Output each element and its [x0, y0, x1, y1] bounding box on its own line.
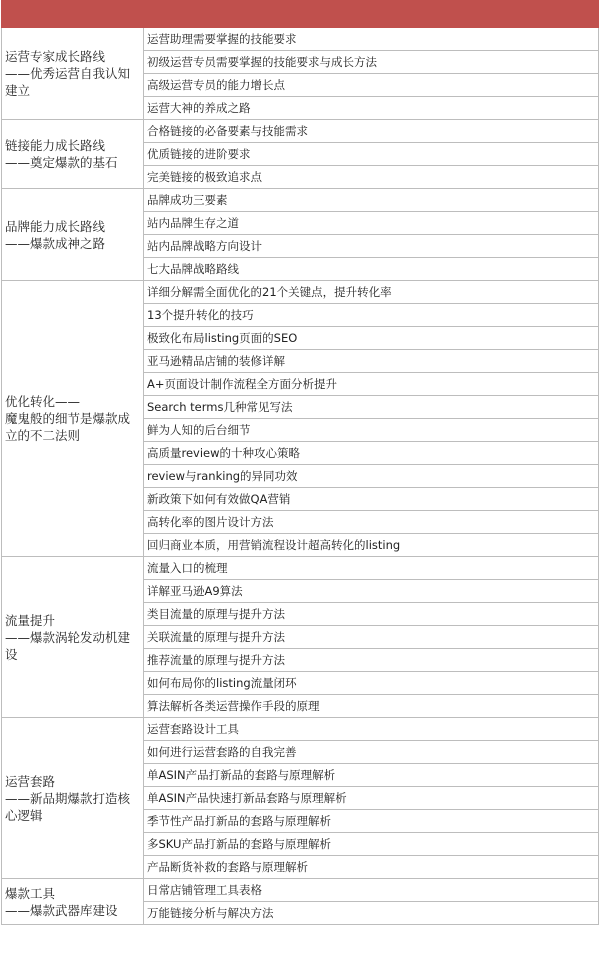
- topic-cell: 运营大神的养成之路: [144, 97, 599, 120]
- module-cell: [2, 281, 144, 557]
- module-subtitle: ——优秀运营自我认知建立: [5, 66, 131, 98]
- module-title: 品牌能力成长路线: [5, 218, 106, 234]
- topic-cell: 亚马逊精品店铺的装修详解: [144, 350, 599, 373]
- topic-cell: 季节性产品打新品的套路与原理解析: [144, 810, 599, 833]
- topic-cell: 单ASIN产品快速打新品套路与原理解析: [144, 787, 599, 810]
- module-title: 运营专家成长路线: [5, 49, 106, 64]
- module-subtitle: ——新品期爆款打造核心逻辑: [5, 790, 131, 823]
- table-row: [2, 281, 599, 304]
- table-row: [2, 557, 599, 580]
- module-title: 链接能力成长路线: [5, 138, 106, 153]
- topic-cell: 极致化布局listing页面的SEO: [144, 327, 599, 350]
- topic-cell: Search terms几种常见写法: [144, 396, 599, 419]
- table-row: [2, 189, 599, 212]
- topic-cell: 高转化率的图片设计方法: [144, 511, 599, 534]
- topic-cell: 高质量review的十种攻心策略: [144, 442, 599, 465]
- module-subtitle: ——爆款涡轮发动机建设: [5, 629, 131, 662]
- module-cell: [2, 557, 144, 718]
- topic-cell: 完美链接的极致追求点: [144, 166, 599, 189]
- curriculum-body: [2, 1, 599, 925]
- module-subtitle: ——奠定爆款的基石: [5, 155, 118, 170]
- topic-cell: 万能链接分析与解决方法: [144, 902, 599, 925]
- module-cell: [2, 189, 144, 281]
- topic-cell: 七大品牌战略路线: [144, 258, 599, 281]
- module-title: 优化转化——: [5, 394, 81, 409]
- topic-cell: 13个提升转化的技巧: [144, 304, 599, 327]
- module-subtitle: ——爆款成神之路: [5, 235, 106, 251]
- topic-cell: 日常店铺管理工具表格: [144, 879, 599, 902]
- topic-cell: 合格链接的必备要素与技能需求: [144, 120, 599, 143]
- module-title: 流量提升: [5, 612, 56, 628]
- table-row: [2, 879, 599, 902]
- topic-cell: 初级运营专员需要掌握的技能要求与成长方法: [144, 51, 599, 74]
- topic-cell: 优质链接的进阶要求: [144, 143, 599, 166]
- topic-cell: 回归商业本质，用营销流程设计超高转化的listing: [144, 534, 599, 557]
- topic-cell: 运营助理需要掌握的技能要求: [144, 28, 599, 51]
- topic-cell: 推荐流量的原理与提升方法: [144, 649, 599, 672]
- topic-cell: 高级运营专员的能力增长点: [144, 74, 599, 97]
- topic-cell: 如何进行运营套路的自我完善: [144, 741, 599, 764]
- module-subtitle: ——爆款武器库建设: [5, 902, 118, 918]
- table-header-row: [2, 1, 599, 28]
- topic-cell: 运营套路设计工具: [144, 718, 599, 741]
- table-row: [2, 28, 599, 51]
- topic-cell: 多SKU产品打新品的套路与原理解析: [144, 833, 599, 856]
- topic-cell: 站内品牌战略方向设计: [144, 235, 599, 258]
- table-row: [2, 120, 599, 143]
- module-title: 爆款工具: [5, 885, 56, 901]
- header-cell-topic: [144, 1, 599, 28]
- topic-cell: review与ranking的异同功效: [144, 465, 599, 488]
- module-cell: [2, 718, 144, 879]
- topic-cell: 类目流量的原理与提升方法: [144, 603, 599, 626]
- module-cell: [2, 879, 144, 925]
- topic-cell: A+页面设计制作流程全方面分析提升: [144, 373, 599, 396]
- curriculum-table: [1, 0, 599, 925]
- topic-cell: 详解亚马逊A9算法: [144, 580, 599, 603]
- topic-cell: 鲜为人知的后台细节: [144, 419, 599, 442]
- topic-cell: 单ASIN产品打新品的套路与原理解析: [144, 764, 599, 787]
- topic-cell: 产品断货补救的套路与原理解析: [144, 856, 599, 879]
- topic-cell: 品牌成功三要素: [144, 189, 599, 212]
- topic-cell: 详细分解需全面优化的21个关键点，提升转化率: [144, 281, 599, 304]
- header-cell-module: [2, 1, 144, 28]
- topic-cell: 算法解析各类运营操作手段的原理: [144, 695, 599, 718]
- topic-cell: 流量入口的梳理: [144, 557, 599, 580]
- module-cell: [2, 28, 144, 120]
- module-cell: [2, 120, 144, 189]
- topic-cell: 如何布局你的listing流量闭环: [144, 672, 599, 695]
- topic-cell: 新政策下如何有效做QA营销: [144, 488, 599, 511]
- module-subtitle: 魔鬼般的细节是爆款成立的不二法则: [5, 411, 131, 443]
- topic-cell: 关联流量的原理与提升方法: [144, 626, 599, 649]
- module-title: 运营套路: [5, 773, 56, 789]
- table-row: [2, 718, 599, 741]
- topic-cell: 站内品牌生存之道: [144, 212, 599, 235]
